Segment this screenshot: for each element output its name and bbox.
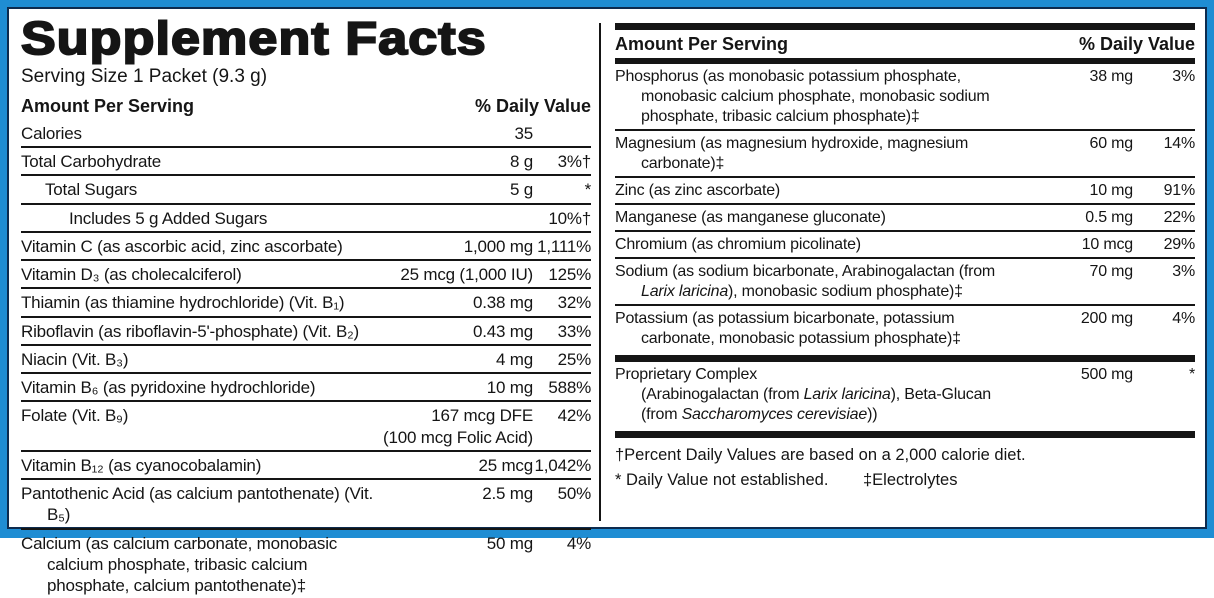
serving-size: Serving Size 1 Packet (9.3 g) — [21, 65, 268, 87]
nutrient-amount: 0.43 mg — [472, 321, 533, 341]
footnote-daily-value-text: * Daily Value not established. — [615, 471, 829, 490]
nutrient-name: Folate (Vit. B₉) — [21, 406, 129, 426]
ingredient-text: )) — [867, 406, 878, 423]
nutrient-amount: 10 mg — [1089, 182, 1133, 199]
daily-value-header: % Daily Value — [1078, 34, 1195, 54]
nutrient-dv: 4% — [1172, 310, 1195, 327]
daily-value-header: % Daily Value — [474, 95, 591, 116]
table-row-vitamin-d3 — [21, 259, 591, 287]
nutrient-amount: 0.38 mg — [472, 293, 533, 313]
table-row-vitamin-b6 — [21, 372, 591, 400]
nutrient-amount: 25 mcg (1,000 IU) — [400, 265, 533, 285]
left-panel — [21, 12, 599, 596]
amount-per-serving-header: Amount Per Serving — [615, 34, 789, 54]
nutrient-name: Vitamin B₁₂ (as cyanocobalamin) — [21, 455, 262, 475]
nutrient-name: Includes 5 g Added Sugars — [69, 208, 268, 228]
nutrient-dv: * — [1188, 366, 1195, 383]
table-row-calories — [21, 120, 591, 146]
nutrient-amount: 70 mg — [1089, 263, 1133, 280]
table-row-vitamin-b12 — [21, 450, 591, 478]
table-row-calcium — [21, 528, 591, 598]
nutrient-amount: 35 — [514, 123, 533, 143]
right-panel — [601, 13, 1195, 521]
nutrient-name-text: Proprietary Complex — [615, 366, 758, 383]
nutrient-amount: 500 mg — [1080, 366, 1133, 383]
nutrient-amount: 8 g — [509, 152, 533, 172]
table-row-proprietary-complex — [615, 362, 1195, 427]
nutrient-name: Calcium (as calcium carbonate, monobasic calcium phosphate, tribasic calcium phosphate, calcium pantothenate)‡ — [21, 533, 338, 596]
proprietary-ingredients — [641, 385, 1029, 425]
footnote-calorie-diet: †Percent Daily Values are based on a 2,000 calorie diet. — [615, 446, 1026, 464]
table-row-added-sugars — [21, 203, 591, 231]
right-rows — [615, 64, 1195, 351]
table-row-sodium — [615, 257, 1195, 304]
table-row-vitamin-c — [21, 231, 591, 259]
nutrient-name: Total Sugars — [45, 180, 138, 200]
nutrient-dv: 3% — [1172, 263, 1195, 280]
nutrient-name: Vitamin B₆ (as pyridoxine hydrochloride) — [21, 378, 316, 398]
nutrient-amount: 10 mcg — [1081, 236, 1133, 253]
nutrient-dv: 3% — [1172, 68, 1195, 85]
label-inner — [7, 7, 1207, 596]
nutrient-name: Niacin (Vit. B₃) — [21, 349, 129, 369]
footnote-electrolytes-text: ‡Electrolytes — [863, 471, 958, 490]
table-row-pantothenic-acid — [21, 478, 591, 528]
nutrient-amount: 60 mg — [1089, 135, 1133, 152]
nutrient-dv: 10%† — [548, 208, 591, 228]
nutrient-dv: 4% — [566, 533, 591, 553]
nutrient-amount: 1,000 mg — [463, 236, 533, 256]
nutrient-amount: 10 mg — [486, 378, 533, 398]
nutrient-dv: 3%† — [557, 152, 591, 172]
nutrient-name: Manganese (as manganese gluconate) — [615, 209, 886, 226]
column-header — [615, 30, 1195, 58]
nutrient-dv: 33% — [557, 321, 591, 341]
nutrient-dv: 50% — [557, 484, 591, 504]
nutrient-amount: 0.5 mg — [1085, 209, 1133, 226]
nutrient-name: Calories — [21, 123, 82, 143]
nutrient-amount: 5 g — [509, 180, 533, 200]
nutrient-amount: 38 mg — [1089, 68, 1133, 85]
nutrient-name: Thiamin (as thiamine hydrochloride) (Vit. B₁) — [21, 293, 345, 313]
nutrient-name: Zinc (as zinc ascorbate) — [615, 182, 781, 199]
table-row-niacin — [21, 344, 591, 372]
nutrient-dv: 1,111% — [537, 236, 591, 256]
table-row-thiamin — [21, 287, 591, 315]
nutrient-amount-line1: 167 mcg DFE — [431, 406, 533, 426]
nutrient-dv: 588% — [548, 378, 591, 398]
table-row-total-sugars — [21, 174, 591, 202]
table-row-chromium — [615, 230, 1195, 257]
thick-rule — [615, 355, 1195, 362]
table-row-zinc — [615, 176, 1195, 203]
nutrient-amount: 2.5 mg — [482, 484, 533, 504]
nutrient-dv: * — [584, 180, 591, 200]
footnote-daily-value — [615, 468, 1195, 493]
nutrient-amount: 4 mg — [496, 349, 533, 369]
nutrient-name — [615, 365, 1029, 425]
nutrient-dv: 42% — [557, 406, 591, 426]
nutrient-name: Riboflavin (as riboflavin-5'-phosphate) (Vit. B₂) — [21, 321, 359, 341]
nutrient-dv: 14% — [1163, 135, 1195, 152]
page-title: Supplement Facts — [21, 12, 487, 64]
nutrient-amount: 50 mg — [486, 533, 533, 553]
table-row-potassium — [615, 304, 1195, 351]
species-name-italic: Larix laricina — [641, 283, 729, 300]
table-row-phosphorus — [615, 64, 1195, 129]
nutrient-name: Vitamin C (as ascorbic acid, zinc ascorbate) — [21, 236, 343, 256]
nutrient-name — [615, 262, 1029, 302]
nutrient-amount: 25 mcg — [478, 455, 533, 475]
nutrient-name-text: ), monobasic sodium phosphate)‡ — [728, 283, 963, 300]
nutrient-name: Chromium (as chromium picolinate) — [615, 236, 861, 253]
thick-rule — [615, 23, 1195, 30]
nutrient-dv: 1,042% — [534, 455, 591, 475]
nutrient-dv: 32% — [557, 293, 591, 313]
nutrient-name: Pantothenic Acid (as calcium pantothenate) (Vit. B₅) — [21, 484, 374, 525]
nutrient-dv: 125% — [548, 265, 591, 285]
nutrient-dv: 29% — [1163, 236, 1195, 253]
nutrient-name: Phosphorus (as monobasic potassium phosphate, monobasic calcium phosphate, monobasic sodium phosphate, tribasic calcium phosphate)‡ — [615, 68, 990, 125]
nutrient-name: Magnesium (as magnesium hydroxide, magnesium carbonate)‡ — [615, 135, 969, 172]
table-row-total-carbohydrate — [21, 146, 591, 174]
thick-rule — [615, 431, 1195, 438]
left-rows — [21, 120, 591, 598]
table-row-manganese — [615, 203, 1195, 230]
nutrient-dv: 91% — [1163, 182, 1195, 199]
nutrient-dv: 25% — [557, 349, 591, 369]
nutrient-amount-line2: (100 mcg Folic Acid) — [383, 427, 533, 447]
nutrient-name: Total Carbohydrate — [21, 152, 162, 172]
nutrient-amount — [383, 405, 533, 448]
column-header — [21, 92, 591, 120]
nutrient-dv: 22% — [1163, 209, 1195, 226]
nutrient-amount: 200 mg — [1080, 310, 1133, 327]
ingredient-text: (Arabinogalactan (from — [641, 386, 804, 403]
amount-per-serving-header: Amount Per Serving — [21, 95, 195, 116]
table-row-riboflavin — [21, 316, 591, 344]
footnotes — [615, 443, 1195, 493]
species-name-italic: Saccharomyces cerevisiae — [681, 406, 868, 423]
table-row-folate — [21, 400, 591, 450]
species-name-italic: Larix laricina — [803, 386, 891, 403]
nutrient-name: Vitamin D₃ (as cholecalciferol) — [21, 265, 242, 285]
nutrient-name: Potassium (as potassium bicarbonate, potassium carbonate, monobasic potassium phosphate)‡ — [615, 310, 961, 347]
table-row-magnesium — [615, 129, 1195, 176]
nutrient-name-text: Sodium (as sodium bicarbonate, Arabinogalactan (from — [615, 263, 996, 280]
ingredient-text: ), Beta-Glucan (from — [641, 386, 991, 423]
